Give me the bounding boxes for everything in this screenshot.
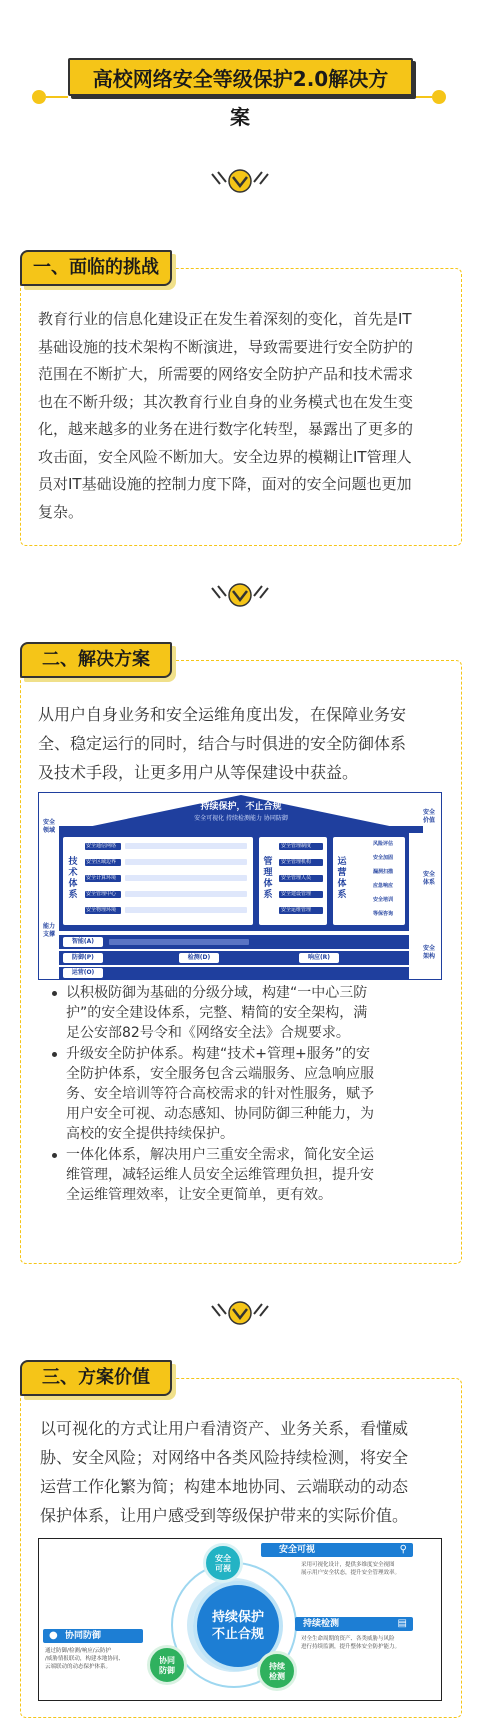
text-line: 基础设施的技术架构不断演进，导致需要进行安全防护的 <box>38 337 414 356</box>
circle-detect <box>257 1651 297 1691</box>
text-line: 运营工作化繁为简；构建本地协同、云端联动的动态 <box>40 1477 409 1496</box>
bar-detect <box>295 1617 413 1631</box>
text-line: 用户安全可视、动态感知、协同防御三种能力，为 <box>66 1105 374 1122</box>
text-line: 攻击面，安全风险不断加大。安全边界的模糊让IT管理人 <box>38 447 412 466</box>
diagram-capability-pill: 防御(P) <box>63 953 103 963</box>
center-line: 持续保护 <box>211 1610 264 1625</box>
diagram-row-label: 漏洞扫描 <box>373 869 394 875</box>
challenges-paragraph <box>38 306 448 526</box>
diagram-capability-pill: 运营(O) <box>63 968 103 978</box>
text-line: 全、稳定运行的同时，结合与时俱进的安全防御体系 <box>38 734 407 753</box>
diagram-roof-title: 持续保护，不止合规 <box>200 802 282 812</box>
circle-label: 防御 <box>159 1666 175 1675</box>
diagram-row-label: 安全通信网络 <box>86 843 117 849</box>
diagram-capability-pill: 响应(R) <box>299 953 339 963</box>
text-line: 升级安全防护体系。构建“技术+管理+服务”的安 <box>66 1046 370 1063</box>
diagram-column-label: 技术体系 <box>68 857 78 900</box>
diagram-column-label: 运营体系 <box>337 857 347 900</box>
section-heading-text: 三、方案价值 <box>42 1367 150 1388</box>
diagram-row-label: 风险评估 <box>373 841 394 847</box>
circle-visible <box>203 1543 243 1583</box>
diagram-left-label: 能力 支撑 <box>42 923 55 938</box>
text-line: 胁、安全风险；对网络中各类风险持续检测，将安全 <box>40 1448 409 1467</box>
diagram-right-label: 安全 体系 <box>422 871 435 886</box>
diagram-row-label: 安全建设管理 <box>281 891 312 897</box>
section-heading-solution <box>20 642 178 682</box>
diagram-capability-row <box>59 951 409 965</box>
list-item <box>52 1045 444 1144</box>
text-line: 务、安全培训等符合高校需求的针对性服务，赋予 <box>66 1085 374 1102</box>
text-line: 一体化体系，解决用户三重安全需求，简化安全运 <box>66 1147 374 1164</box>
diagram-row-label: 安全管理机构 <box>281 859 312 865</box>
section-heading-value <box>20 1360 178 1400</box>
solution-paragraph <box>38 700 448 787</box>
page-title <box>68 64 413 94</box>
value-paragraph <box>40 1414 450 1530</box>
diagram-capability-row <box>59 935 409 949</box>
circle-defense <box>147 1645 187 1685</box>
list-item <box>52 1146 444 1205</box>
bar-label: 安全可视 <box>279 1545 316 1555</box>
text-line: 范围在不断扩大，所需要的网络安全防护产品和技术需求 <box>38 365 414 383</box>
diagram-column-management <box>259 837 327 925</box>
text-line: 护”的安全建设体系，完整、精简的安全架构，满 <box>66 1004 368 1021</box>
diagram-row-label: 安全计算环境 <box>86 875 117 881</box>
diagram-row-label: 安全培训 <box>373 897 394 903</box>
circle-label: 检测 <box>269 1672 285 1681</box>
diagram-capability-pill: 检测(D) <box>179 953 219 963</box>
text-line: 保护体系，让用户感受到等级保护带来的实际价值。 <box>40 1506 409 1525</box>
text-line: 从用户自身业务和安全运维角度出发，在保障业务安 <box>38 705 407 724</box>
diagram-row-label: 安全加固 <box>373 855 394 861</box>
section-divider-1 <box>208 168 272 194</box>
chevron-down-icon <box>208 582 272 608</box>
circle-label: 持续 <box>269 1662 285 1671</box>
diagram-row-label: 安全管理中心 <box>86 891 117 897</box>
text-line: 全防护体系，安全服务包含云端服务、应急响应服 <box>66 1066 374 1083</box>
page-title-line1: 高校网络安全等级保护2.0解决方 <box>92 67 389 91</box>
solution-bullet-list <box>52 984 444 1206</box>
diagram-row-label: 安全区域边界 <box>86 859 117 865</box>
bar-description: 采用可视化设计，提供多维度安全视图 展示用户安全状态，提升安全管理效率。 <box>301 1562 401 1576</box>
circle-label: 协同 <box>159 1656 175 1665</box>
diagram-row-label: 安全管理人员 <box>281 875 312 881</box>
globe-icon: ● <box>49 1630 58 1641</box>
list-item <box>52 984 444 1043</box>
section-heading-challenges <box>20 250 178 290</box>
text-line: 维管理，减轻运维人员安全运维管理负担，提升安 <box>66 1167 374 1184</box>
diagram-right-label: 安全 架构 <box>422 945 435 960</box>
search-icon: ⚲ <box>399 1544 407 1555</box>
text-line: 以积极防御为基础的分级分域，构建“一中心三防 <box>66 985 368 1001</box>
diagram-left-label: 安全 领域 <box>42 819 55 834</box>
diagram-roof-subtitle: 安全可视化 持续检测能力 协同防御 <box>194 815 288 822</box>
value-diagram <box>38 1538 442 1701</box>
text-line: 全运维管理效率，让安全更简单，更有效。 <box>66 1186 332 1203</box>
diagram-row-label: 安全物理环境 <box>86 907 117 913</box>
diagram-row-label: 安全运维管理 <box>281 907 312 913</box>
diagram-system-body <box>59 833 409 931</box>
architecture-diagram <box>38 792 442 980</box>
title-deco-dot-right <box>432 90 446 104</box>
bar-label: 持续检测 <box>303 1619 340 1629</box>
text-line: 以可视化的方式让用户看清资产、业务关系，看懂威 <box>40 1419 409 1438</box>
diagram-column-operations <box>333 837 405 925</box>
diagram-row-label: 应急响应 <box>373 883 394 889</box>
chevron-down-icon <box>208 1300 272 1326</box>
text-line: 教育行业的信息化建设正在发生着深刻的变化，首先是IT <box>38 310 412 328</box>
bar-defense <box>43 1629 143 1643</box>
section-heading-text: 一、面临的挑战 <box>33 257 159 278</box>
bar-description: 对全生命周期的资产、各类威胁与风险 进行持续监测，提升整体安全防护能力。 <box>301 1636 401 1650</box>
center-line: 不止合规 <box>211 1627 264 1642</box>
text-line: 及技术手段，让更多用户从等保建设中获益。 <box>38 763 359 782</box>
text-line: 足公安部82号令和《网络安全法》合规要求。 <box>66 1024 350 1041</box>
title-deco-line-right <box>410 96 432 98</box>
diagram-row-label: 等保咨询 <box>373 911 394 917</box>
title-deco-dot-left <box>32 90 46 104</box>
diagram-column-tech <box>63 837 253 925</box>
text-line: 复杂。 <box>38 502 84 521</box>
bar-visible <box>261 1543 413 1557</box>
diagram-capability-pill: 智能(A) <box>63 937 103 947</box>
section-divider-3 <box>208 1300 272 1326</box>
circle-label: 安全 <box>215 1554 231 1563</box>
text-line: 也在不断升级；其次教育行业自身的业务模式也在发生变 <box>38 392 414 411</box>
text-line: 化，越来越多的业务在进行数字化转型，暴露出了更多的 <box>38 420 414 438</box>
diagram-column-label: 管理体系 <box>263 857 273 900</box>
section-divider-2 <box>208 582 272 608</box>
page-title-line2: 案 <box>230 105 250 129</box>
section-heading-text: 二、解决方案 <box>42 649 150 670</box>
diagram-capability-row <box>59 967 409 979</box>
diagram-row-label: 安全管理制度 <box>281 843 312 849</box>
bar-description: 通过防御/检测/响应/云防护 /威胁情报联动，构建本地协同、 云端联动的动态保护体系。 <box>45 1648 124 1670</box>
circle-label: 可视 <box>215 1564 231 1573</box>
bar-label: 协同防御 <box>65 1631 102 1641</box>
chart-icon: ▤ <box>397 1618 407 1629</box>
diagram-right-label: 安全 价值 <box>422 809 435 824</box>
title-deco-line-left <box>46 96 68 98</box>
text-line: 员对IT基础设施的控制力度下降，面对的安全问题也更加 <box>38 475 412 493</box>
chevron-down-icon <box>208 168 272 194</box>
text-line: 高校的安全提供持续保护。 <box>66 1125 234 1142</box>
